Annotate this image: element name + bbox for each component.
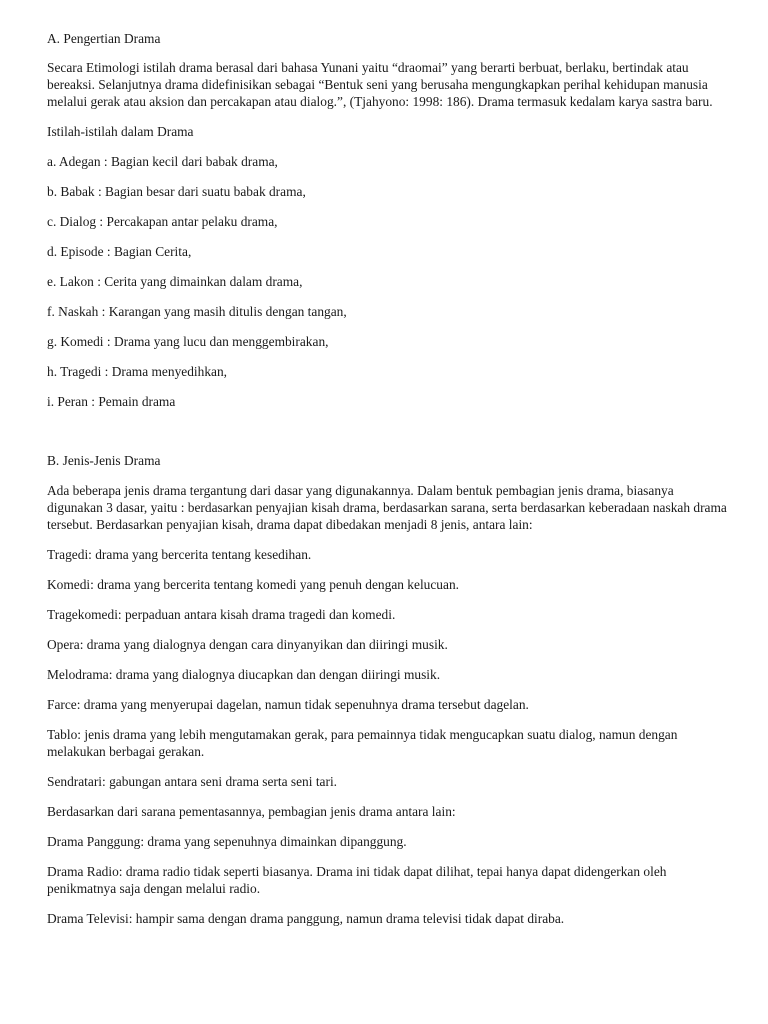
- presentation-type-item: Tragedi: drama yang bercerita tentang kesedihan.: [47, 547, 312, 562]
- term-item: c. Dialog : Percakapan antar pelaku drama,: [47, 214, 278, 229]
- terms-title: Istilah-istilah dalam Drama: [47, 124, 194, 139]
- section-spacer: [47, 423, 731, 452]
- term-item: i. Peran : Pemain drama: [47, 394, 176, 409]
- document-page: [47, 30, 731, 940]
- presentation-type-item: Sendratari: gabungan antara seni drama serta seni tari.: [47, 774, 338, 789]
- section-a-heading: A. Pengertian Drama: [47, 31, 161, 46]
- term-item: h. Tragedi : Drama menyedihkan,: [47, 364, 227, 379]
- term-item: d. Episode : Bagian Cerita,: [47, 244, 192, 259]
- section-b-intro: Ada beberapa jenis drama tergantung dari dasar yang digunakannya. Dalam bentuk pembagian jenis drama, biasanya digunakan 3 dasar, yaitu : berdasarkan penyajian kisah drama, berdasarkan sarana, serta berdasarkan keberadaan naskah drama tersebut. Berdasarkan penyajian kisah, drama dapat dibedakan menjadi 8 jenis, antara lain:: [47, 483, 727, 532]
- medium-type-item: Drama Televisi: hampir sama dengan drama panggung, namun drama televisi tidak dapat diraba.: [47, 911, 565, 926]
- medium-type-item: Drama Radio: drama radio tidak seperti biasanya. Drama ini tidak dapat dilihat, tepai hanya dapat didengerkan oleh penikmatnya saja dengan melalui radio.: [47, 864, 667, 896]
- medium-type-item: Drama Panggung: drama yang sepenuhnya dimainkan dipanggung.: [47, 834, 407, 849]
- section-a-intro: Secara Etimologi istilah drama berasal dari bahasa Yunani yaitu “draomai” yang berarti berbuat, berlaku, bertindak atau bereaksi. Selanjutnya drama didefinisikan sebagai “Bentuk seni yang berusaha mengungkapkan perihal kehidupan manusia melalui gerak atau aksion dan percakapan atau dialog.”, (Tjahyono: 1998: 186). Drama termasuk kedalam karya sastra baru.: [47, 60, 713, 109]
- term-item: f. Naskah : Karangan yang masih ditulis dengan tangan,: [47, 304, 347, 319]
- medium-intro: Berdasarkan dari sarana pementasannya, pembagian jenis drama antara lain:: [47, 804, 456, 819]
- term-item: a. Adegan : Bagian kecil dari babak drama,: [47, 154, 278, 169]
- presentation-type-item: Opera: drama yang dialognya dengan cara dinyanyikan dan diiringi musik.: [47, 637, 448, 652]
- presentation-type-item: Melodrama: drama yang dialognya diucapkan dan dengan diiringi musik.: [47, 667, 441, 682]
- section-b-heading: B. Jenis-Jenis Drama: [47, 453, 161, 468]
- presentation-type-item: Komedi: drama yang bercerita tentang komedi yang penuh dengan kelucuan.: [47, 577, 459, 592]
- term-item: b. Babak : Bagian besar dari suatu babak drama,: [47, 184, 306, 199]
- term-item: g. Komedi : Drama yang lucu dan menggembirakan,: [47, 334, 329, 349]
- presentation-type-item: Farce: drama yang menyerupai dagelan, namun tidak sepenuhnya drama tersebut dagelan.: [47, 697, 529, 712]
- presentation-type-item: Tablo: jenis drama yang lebih mengutamakan gerak, para pemainnya tidak mengucapkan suatu dialog, namun dengan melakukan berbagai gerakan.: [47, 727, 678, 759]
- presentation-type-item: Tragekomedi: perpaduan antara kisah drama tragedi dan komedi.: [47, 607, 396, 622]
- term-item: e. Lakon : Cerita yang dimainkan dalam drama,: [47, 274, 303, 289]
